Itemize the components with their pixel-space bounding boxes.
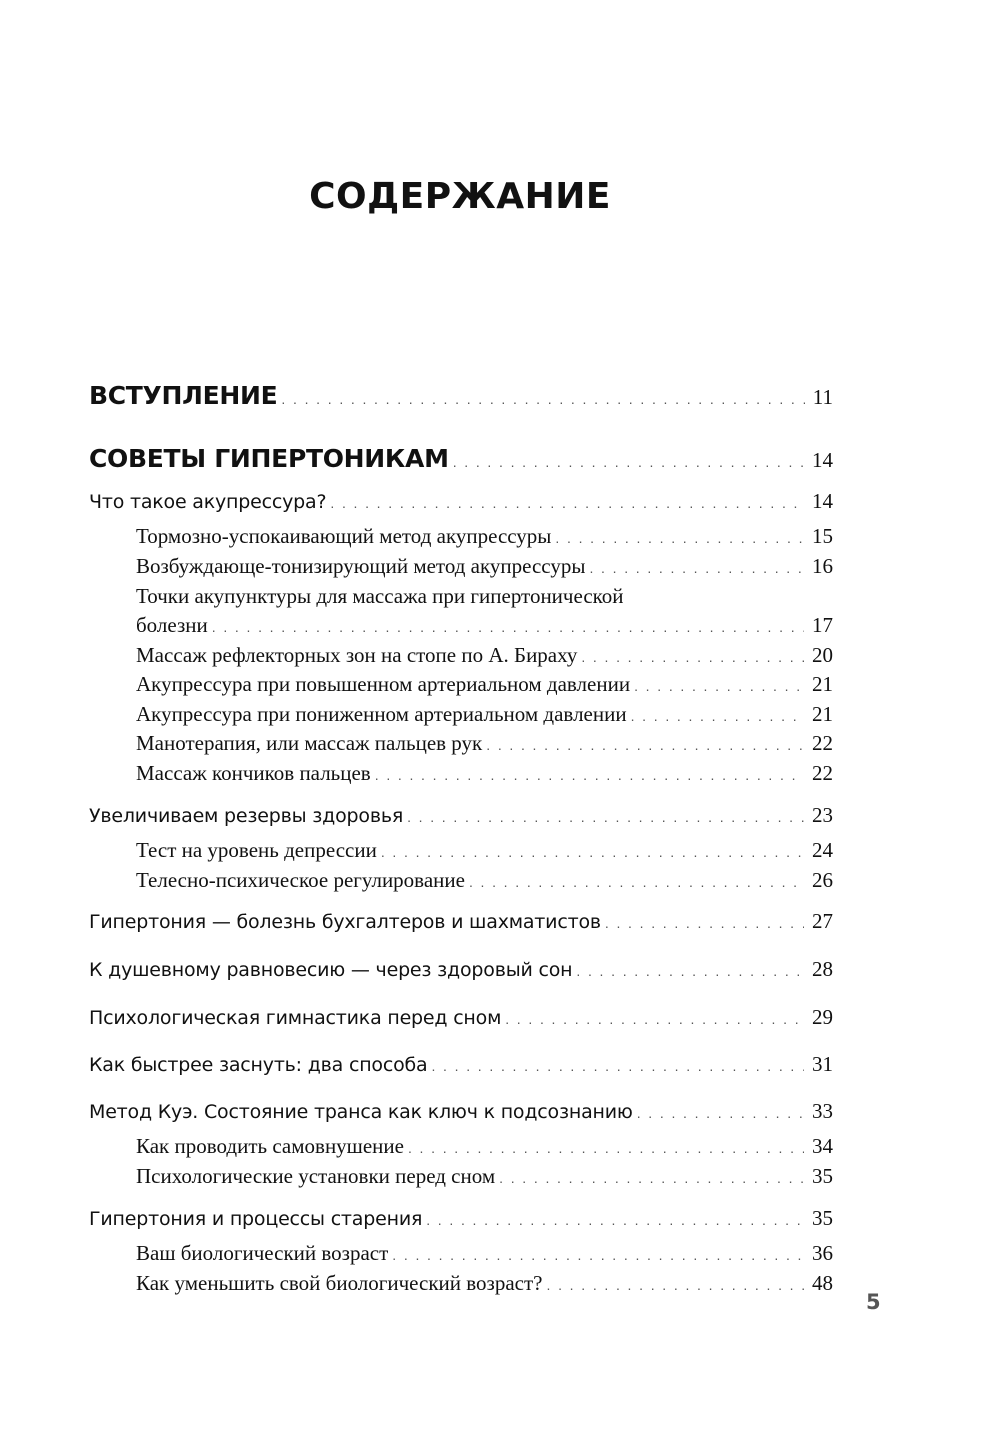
toc-entry-page: 11 [812,385,833,409]
toc-subentry[interactable] [136,868,833,893]
dot-leader [431,1058,804,1074]
toc-entry-page: 22 [812,761,833,785]
dot-leader [576,963,804,979]
toc-entry-intro[interactable] [89,381,833,410]
toc-entry-page: 14 [812,489,833,513]
page-number: 5 [866,1290,881,1314]
toc-entry-page: 16 [812,554,833,578]
toc-entry-title: СОВЕТЫ ГИПЕРТОНИКАМ [89,444,449,473]
dot-leader [392,1247,804,1263]
toc-subentry[interactable] [136,1134,833,1159]
toc-subentry[interactable] [136,838,833,863]
dot-leader [375,767,804,783]
toc-entry-title: Ваш биологический возраст [136,1241,389,1265]
toc-entry-title: ВСТУПЛЕНИЕ [89,381,278,410]
toc-entry-page: 21 [812,672,833,696]
toc-entry[interactable] [89,489,833,514]
dot-leader [547,1277,805,1293]
toc-entry-title: Манотерапия, или массаж пальцев рук [136,731,483,755]
dot-leader [453,454,804,470]
toc-entry-advice[interactable] [89,444,833,473]
toc-entry-title: Телесно-психическое регулирование [136,868,465,892]
toc-entry-page: 21 [812,702,833,726]
toc-entry-title: Что такое акупрессура? [89,491,327,513]
toc-entry[interactable] [89,957,833,982]
toc-entry-page: 17 [812,613,833,637]
dot-leader [469,874,804,890]
dot-leader [426,1212,804,1228]
toc-entry-page: 36 [812,1241,833,1265]
dot-leader [212,619,804,635]
toc-entry-title: Увеличиваем резервы здоровья [89,805,404,827]
toc-entry[interactable] [89,1099,833,1124]
toc-subentry[interactable] [136,524,833,549]
toc-entry-page: 27 [812,909,833,933]
toc-subentry[interactable] [136,702,833,727]
toc-subentry[interactable] [136,1241,833,1266]
toc-entry-page: 31 [812,1052,833,1076]
toc-entry[interactable] [89,1206,833,1231]
toc-entry-title: Акупрессура при пониженном артериальном давлении [136,702,627,726]
toc-subentry[interactable] [136,613,833,638]
toc-entry[interactable] [89,803,833,828]
dot-leader [408,1140,804,1156]
toc-entry-title: Психологическая гимнастика перед сном [89,1007,502,1029]
toc-entry-page: 22 [812,731,833,755]
toc-entry-title: Массаж кончиков пальцев [136,761,371,785]
toc-entry-title: Акупрессура при повышенном артериальном давлении [136,672,631,696]
toc-entry-page: 14 [812,448,833,472]
toc-entry-title: Тормозно-успокаивающий метод акупрессуры [136,524,552,548]
toc-entry-page: 24 [812,838,833,862]
toc-subentry[interactable] [136,761,833,786]
toc-entry-page: 23 [812,803,833,827]
dot-leader [589,560,804,576]
toc-entry-page: 34 [812,1134,833,1158]
dot-leader [605,915,804,931]
toc-subentry[interactable] [136,731,833,756]
toc-entry-title: Метод Куэ. Состояние транса как ключ к подсознанию [89,1101,633,1123]
toc-subentry[interactable] [136,672,833,697]
dot-leader [407,809,804,825]
dot-leader [505,1011,804,1027]
toc-entry[interactable] [89,1005,833,1030]
toc-entry-page: 35 [812,1206,833,1230]
dot-leader [581,649,804,665]
toc-subentry[interactable] [136,1164,833,1189]
toc-subentry[interactable] [136,643,833,668]
toc-entry-page: 29 [812,1005,833,1029]
dot-leader [637,1105,804,1121]
dot-leader [634,678,804,694]
toc-entry-page: 26 [812,868,833,892]
dot-leader [330,495,804,511]
toc-entry-title: Психологические установки перед сном [136,1164,496,1188]
toc-entry-page: 28 [812,957,833,981]
toc-entry-title: Гипертония — болезнь бухгалтеров и шахматистов [89,911,601,933]
toc-entry-page: 48 [812,1271,833,1295]
toc-subentry[interactable] [136,1271,833,1296]
toc-entry-title: Возбуждающе-тонизирующий метод акупрессуры [136,554,586,578]
toc-subentry-line1: Точки акупунктуры для массажа при гипертонической [136,584,624,608]
toc-entry[interactable] [89,1052,833,1077]
toc-entry-title: болезни [136,613,208,637]
toc-entry-title: Гипертония и процессы старения [89,1208,423,1230]
dot-leader [631,708,804,724]
page-title: СОДЕРЖАНИЕ [309,176,611,218]
toc-entry-page: 35 [812,1164,833,1188]
toc-subentry[interactable] [136,554,833,579]
dot-leader [381,844,804,860]
toc-entry-title: К душевному равновесию — через здоровый сон [89,959,573,981]
toc-entry[interactable] [89,909,833,934]
toc-entry-page: 20 [812,643,833,667]
toc-entry-page: 33 [812,1099,833,1123]
dot-leader [499,1170,804,1186]
toc-entry-title: Как быстрее заснуть: два способа [89,1054,428,1076]
toc-entry-title: Массаж рефлекторных зон на стопе по А. Бираху [136,643,578,667]
dot-leader [486,737,804,753]
toc-entry-title: Как проводить самовнушение [136,1134,404,1158]
toc-entry-page: 15 [812,524,833,548]
dot-leader [555,530,804,546]
toc-entry-title: Как уменьшить свой биологический возраст? [136,1271,543,1295]
dot-leader [281,391,804,407]
toc-entry-title: Тест на уровень депрессии [136,838,377,862]
